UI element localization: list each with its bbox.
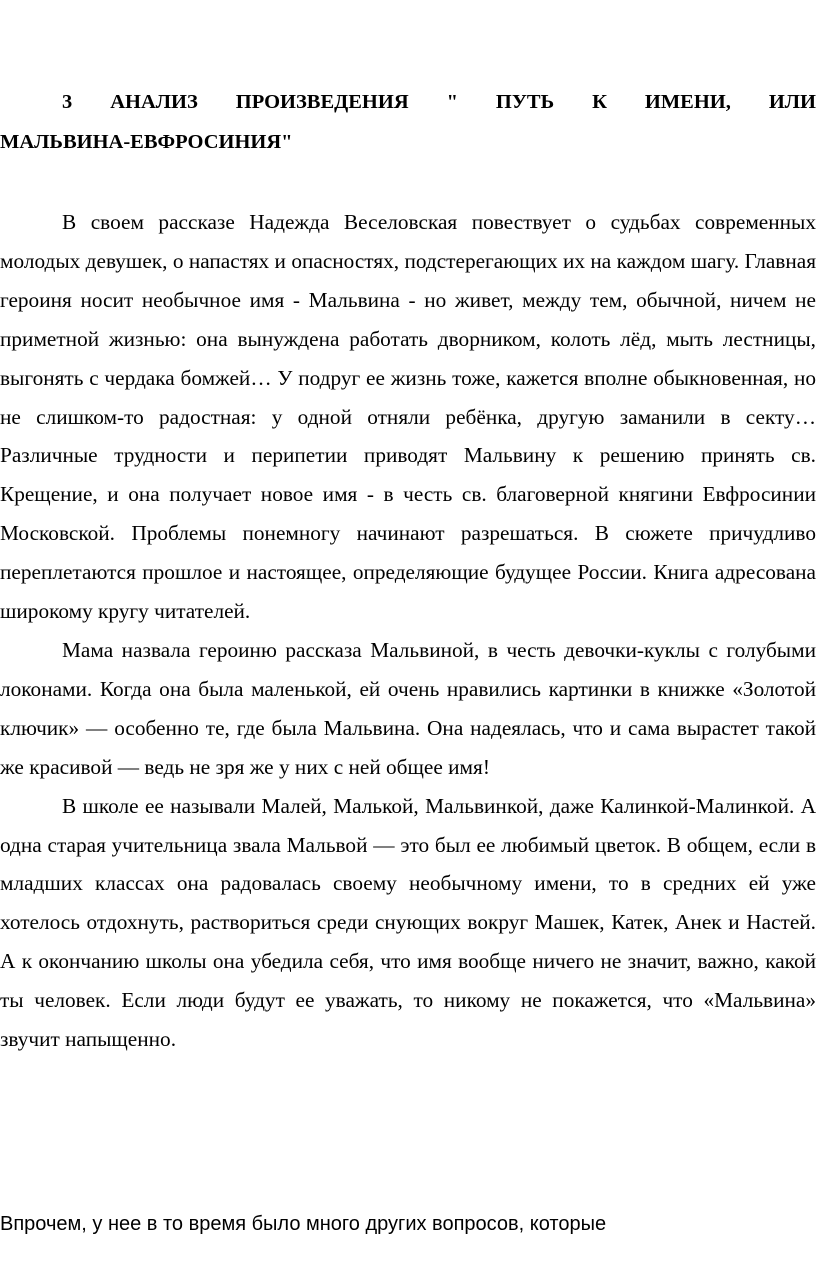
section-heading [0, 82, 816, 162]
paragraph-name-origin: Мама назвала героиню рассказа Мальвиной, в честь девочки-куклы с голубыми локонами. Когда она была маленькой, ей очень нравились картинки в книжке «Золотой ключик» — особенно те, где была Мальвина. Она надеялась, что и сама вырастет такой же красивой — ведь не зря же у них с ней общее имя! [0, 637, 816, 779]
paragraph-summary: В своем рассказе Надежда Веселовская повествует о судьбах современных молодых девушек, о напастях и опасностях, подстерегающих их на каждом шагу. Главная героиня носит необычное имя - Мальвина - но живет, между тем, обычной, ничем не приметной жизнью: она вынуждена работать дворником, колоть лёд, мыть лестницы, выгонять с чердака бомжей… У подруг ее жизнь тоже, кажется вполне обыкновенная, но не слишком-то радостная: у одной отняли ребёнка, другую заманили в секту… Различные трудности и перипетии приводят Мальвину к решению принять св. Крещение, и она получает новое имя - в честь св. благоверной княгини Евфросинии Московской. Проблемы понемногу начинают разрешаться. В сюжете причудливо переплетаются прошлое и настоящее, определяющие будущее России. Книга адресована широкому кругу читателей. [0, 210, 816, 624]
paragraph-continuation: Впрочем, у нее в то время было много других вопросов, которые [0, 1213, 607, 1235]
paragraph-school: В школе ее называли Малей, Малькой, Мальвинкой, даже Калинкой-Малинкой. А одна старая учительница звала Мальвой — это был ее любимый цветок. В общем, если в младших классах она радовалась своему необычному имени, то в средних ей уже хотелось отдохнуть, раствориться среди снующих вокруг Машек, Катек, Анек и Настей. А к окончанию школы она убедила себя, что имя вообще ничего не значит, важно, какой ты человек. Если люди будут ее уважать, то никому не покажется, что «Мальвина» звучит напыщенно. [0, 793, 816, 1052]
section-heading-line-1: 3 АНАЛИЗ ПРОИЗВЕДЕНИЯ " ПУТЬ К ИМЕНИ, ИЛИ [62, 91, 816, 113]
section-heading-line-2: МАЛЬВИНА-ЕВФРОСИНИЯ" [0, 131, 293, 153]
body-text [0, 203, 816, 1059]
